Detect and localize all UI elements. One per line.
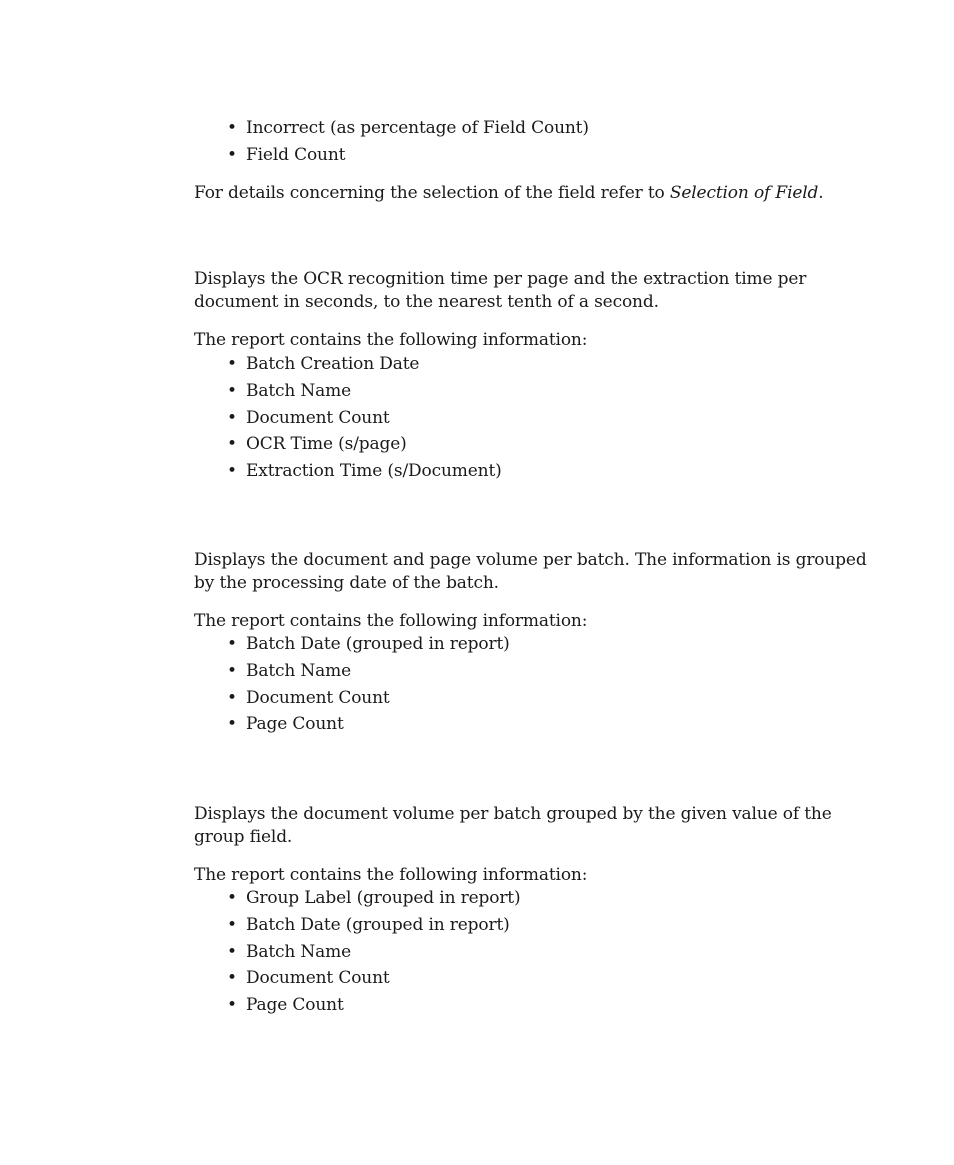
list-item: • Batch Creation Date <box>194 351 884 378</box>
list-item: • Batch Name <box>194 378 884 405</box>
intro-section <box>194 115 884 169</box>
volume-lead-text: The report contains the following information: <box>194 611 588 631</box>
bullet-icon: • <box>227 941 237 962</box>
bullet-icon: • <box>227 714 237 735</box>
list-item: • Group Label (grouped in report) <box>194 885 884 912</box>
list-item: • OCR Time (s/page) <box>194 431 884 458</box>
list-item: • Document Count <box>194 405 884 432</box>
bullet-icon: • <box>227 660 237 681</box>
group-lead-text: The report contains the following information: <box>194 865 588 885</box>
intro-note-text: For details concerning the selection of the field refer to <box>194 183 670 203</box>
bullet-icon: • <box>227 407 237 428</box>
selection-of-field-reference: Selection of Field <box>669 183 819 203</box>
bullet-icon: • <box>227 687 237 708</box>
group-description: Displays the document volume per batch grouped by the given value of the group field. <box>194 804 832 847</box>
bullet-icon: • <box>227 118 237 138</box>
list-item: • Batch Date (grouped in report) <box>194 912 884 939</box>
ocr-info-block <box>194 329 884 485</box>
list-item: • Page Count <box>194 992 884 1019</box>
bullet-icon: • <box>227 380 237 401</box>
list-item: • Page Count <box>194 711 884 738</box>
volume-info-block <box>194 610 884 738</box>
list-item: • Document Count <box>194 965 884 992</box>
ocr-description: Displays the OCR recognition time per page and the extraction time per document in seconds, to the nearest tenth of a second. <box>194 269 807 312</box>
intro-note-paragraph: For details concerning the selection of the field refer to Selection of Field. <box>194 183 824 203</box>
list-item: • Batch Name <box>194 939 884 966</box>
group-section <box>194 803 884 849</box>
list-item: • Incorrect (as percentage of Field Count) <box>194 115 884 142</box>
ocr-bullet-list <box>194 351 884 485</box>
bullet-icon: • <box>227 995 237 1016</box>
group-info-block <box>194 864 884 1019</box>
list-item: • Extraction Time (s/Document) <box>194 458 884 485</box>
ocr-time-section <box>194 268 884 314</box>
volume-description: Displays the document and page volume per batch. The information is grouped by the processing date of the batch. <box>194 550 867 593</box>
bullet-icon: • <box>227 888 237 908</box>
bullet-icon: • <box>227 634 237 654</box>
bullet-icon: • <box>227 354 237 374</box>
list-item: • Field Count <box>194 142 884 169</box>
bullet-icon: • <box>227 461 237 482</box>
ocr-lead-text: The report contains the following information: <box>194 330 588 350</box>
bullet-icon: • <box>227 144 237 165</box>
list-item: • Document Count <box>194 685 884 712</box>
volume-section <box>194 549 884 595</box>
group-bullet-list <box>194 885 884 1019</box>
bullet-icon: • <box>227 914 237 935</box>
bullet-icon: • <box>227 434 237 455</box>
list-item: • Batch Name <box>194 658 884 685</box>
volume-bullet-list <box>194 631 884 738</box>
bullet-icon: • <box>227 968 237 989</box>
intro-bullet-list <box>194 115 884 169</box>
list-item: • Batch Date (grouped in report) <box>194 631 884 658</box>
